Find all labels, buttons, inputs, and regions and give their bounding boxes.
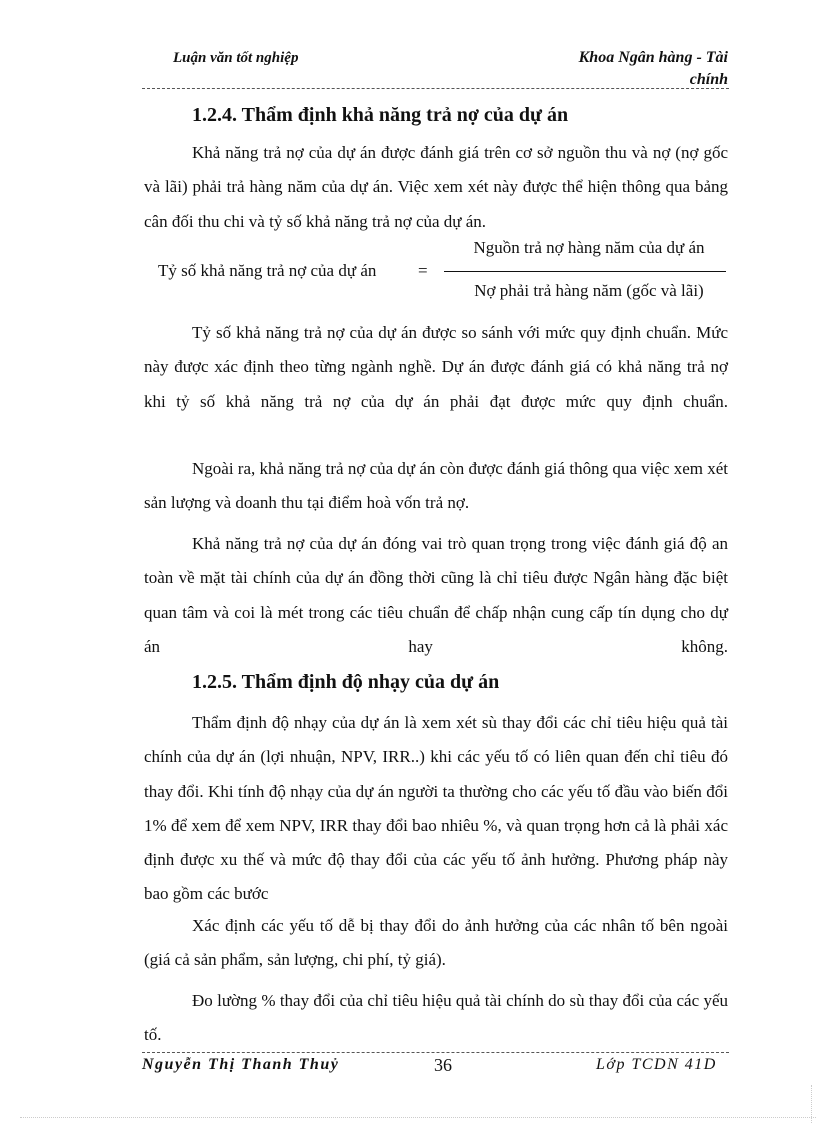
footer-divider: [142, 1052, 729, 1053]
paragraph-importance: Khả năng trả nợ của dự án đóng vai trò quan trọng trong việc đánh giá độ an toàn về mặt tài chính của dự án đồng thời cũng là chỉ tiêu được Ngân hàng đặc biệt quan tâm và coi là mét trong các tiêu chuẩn để chấp nhận cung cấp tín dụng cho dự án hay không.: [144, 534, 728, 656]
page-number: 36: [434, 1055, 452, 1075]
section-heading-1-2-5: 1.2.5. Thẩm định độ nhạy của dự án: [192, 671, 500, 693]
paragraph-sensitivity-step-2: Đo lường % thay đổi của chỉ tiêu hiệu quả tài chính do sù thay đổi của các yếu tố.: [144, 991, 728, 1045]
paragraph-sensitivity-intro: Thẩm định độ nhạy của dự án là xem xét sù thay đổi các chỉ tiêu hiệu quả tài chính của dự án (lợi nhuận, NPV, IRR..) khi các yếu tố có liên quan đến chỉ tiêu đó thay đổi. Khi tính độ nhạy của dự án người ta thường cho các yếu tố đầu vào biến đổi 1% để xem để xem NPV, IRR thay đổi bao nhiêu %, và quan trọng hơn cả là phải xác định được xu thế và mức độ thay đổi của các yếu tố ảnh hưởng. Phương pháp này bao gồm các bước: [144, 713, 728, 904]
footer-class: Lớp TCDN 41D: [596, 1056, 717, 1073]
formula-numerator: Nguồn trả nợ hàng năm của dự án: [473, 238, 705, 257]
paragraph-ratio-comparison: Tỷ số khả năng trả nợ của dự án được so sánh với mức quy định chuẩn. Mức này được xác định theo từng ngành nghề. Dự án được đánh giá có khả năng trả nợ khi tỷ số khả năng trả nợ của dự án phải đạt được mức quy định chuẩn.: [144, 323, 728, 411]
page-edge-vertical: [811, 1085, 812, 1123]
header-divider: [142, 88, 729, 89]
section-heading-1-2-4: 1.2.4. Thẩm định khả năng trả nợ của dự án: [192, 104, 569, 126]
formula-denominator: Nợ phải trả hàng năm (gốc và lãi): [474, 281, 704, 300]
formula-lhs: Tỷ số khả năng trả nợ của dự án: [158, 261, 377, 280]
page-edge-horizontal: [20, 1117, 816, 1118]
header-left: Luận văn tốt nghiệp: [173, 50, 299, 66]
paragraph-breakeven: Ngoài ra, khả năng trả nợ của dự án còn được đánh giá thông qua việc xem xét sản lượng và doanh thu tại điểm hoà vốn trả nợ.: [144, 459, 728, 513]
fraction-bar: [444, 271, 726, 272]
formula-equals: =: [418, 261, 428, 280]
header-right: Khoa Ngân hàng - Tài chính: [578, 49, 728, 88]
paragraph-sensitivity-step-1: Xác định các yếu tố dễ bị thay đổi do ảnh hưởng của các nhân tố bên ngoài (giá cả sản phẩm, sản lượng, chi phí, tỷ giá).: [144, 916, 728, 970]
debt-ratio-formula: [150, 236, 732, 306]
footer-author: Nguyễn Thị Thanh Thuỷ: [142, 1056, 340, 1073]
paragraph-debt-capacity-intro: Khả năng trả nợ của dự án được đánh giá trên cơ sở nguồn thu và nợ (nợ gốc và lãi) phải trả hàng năm của dự án. Việc xem xét này được thể hiện thông qua bảng cân đối thu chi và tỷ số khả năng trả nợ của dự án.: [144, 143, 728, 231]
